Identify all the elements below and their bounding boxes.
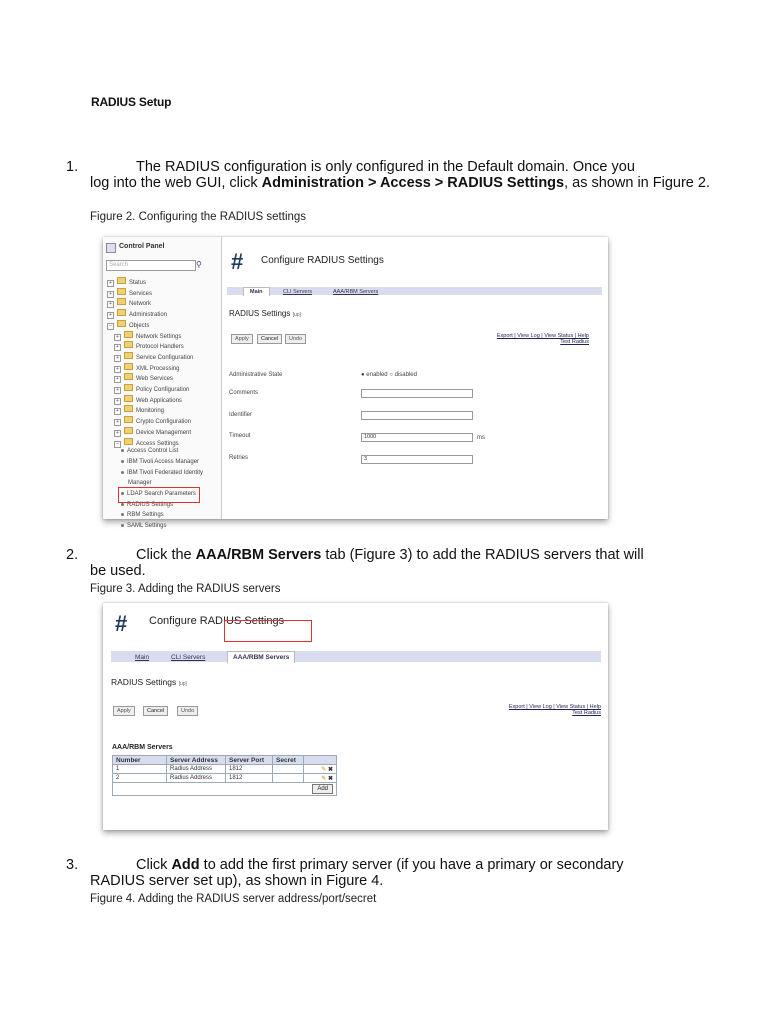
expand-icon[interactable]: − — [114, 441, 121, 448]
expand-icon[interactable]: − — [107, 323, 114, 330]
tree-item-label: Administration — [129, 312, 168, 319]
apply-button[interactable]: Apply — [113, 706, 135, 716]
cell-secret — [273, 774, 304, 783]
table-header-row — [113, 756, 337, 765]
step-text — [136, 857, 624, 873]
row-actions — [304, 774, 337, 783]
settings-title-text: RADIUS Settings — [111, 677, 177, 687]
figure-caption: Figure 3. Adding the RADIUS servers — [90, 583, 281, 595]
folder-icon — [124, 405, 133, 412]
tab-reference: AAA/RBM Servers — [195, 547, 322, 563]
bullet-icon — [121, 524, 124, 527]
bullet-icon — [121, 503, 124, 506]
control-panel-title: Control Panel — [119, 243, 165, 250]
folder-icon — [117, 298, 126, 305]
column-header: Secret — [273, 756, 304, 765]
tree-item[interactable] — [114, 395, 182, 405]
tree-item[interactable] — [128, 480, 152, 486]
tree-item[interactable] — [114, 405, 164, 415]
folder-icon — [117, 277, 126, 284]
bullet-icon — [121, 471, 124, 474]
action-links[interactable] — [471, 333, 589, 345]
folder-icon — [124, 363, 133, 370]
folder-icon — [124, 416, 133, 423]
step-text-part: log into the web GUI, click — [90, 175, 262, 191]
tree-item[interactable] — [114, 363, 179, 373]
tree-item[interactable] — [107, 309, 167, 319]
tree-item[interactable] — [114, 384, 189, 394]
control-panel-sidebar — [103, 237, 222, 530]
folder-icon — [124, 352, 133, 359]
expand-icon[interactable]: + — [114, 398, 121, 405]
tree-item-label: Monitoring — [136, 408, 165, 415]
tree-item[interactable] — [121, 448, 178, 454]
tree-item-label: Access Control List — [127, 448, 179, 455]
expand-icon[interactable]: + — [114, 376, 121, 383]
tree-item-label: Objects — [129, 322, 150, 329]
timeout-unit: ms — [477, 435, 485, 441]
identifier-input[interactable] — [361, 411, 473, 420]
tree-item[interactable] — [107, 288, 152, 298]
tree-item[interactable] — [114, 331, 181, 341]
bullet-icon — [121, 449, 124, 452]
tree-item-label: SAML Settings — [127, 523, 167, 530]
cell-number: 1 — [113, 765, 167, 774]
cell-address: Radius Address — [167, 774, 226, 783]
retries-input[interactable]: 3 — [361, 455, 473, 464]
tree-item[interactable] — [114, 373, 173, 383]
search-input[interactable]: Search — [106, 260, 196, 271]
tree-item-label: Services — [129, 290, 153, 297]
expand-icon[interactable]: + — [114, 430, 121, 437]
edit-icon[interactable]: ✎ — [321, 766, 327, 773]
step-number: 3. — [66, 857, 79, 873]
folder-icon — [124, 331, 133, 338]
undo-button[interactable]: Undo — [177, 706, 198, 716]
expand-icon[interactable]: + — [107, 312, 114, 319]
tree-item-label: LDAP Search Parameters — [127, 491, 196, 497]
document-heading: RADIUS Setup — [91, 95, 172, 109]
tab-aaa-rbm-servers[interactable]: AAA/RBM Servers — [227, 651, 295, 663]
field-label-retries: Retries — [229, 455, 249, 461]
tree-item[interactable] — [121, 459, 199, 465]
expand-icon[interactable]: + — [114, 387, 121, 394]
menu-path: Administration > Access > RADIUS Settings — [261, 175, 565, 191]
settings-tag: [up] — [292, 312, 301, 318]
field-label-admin-state: Administrative State — [229, 372, 283, 378]
tree-item-label: Service Configuration — [136, 354, 194, 361]
tree-item-label: Policy Configuration — [136, 387, 190, 393]
step-text-continued: RADIUS server set up), as shown in Figure 4. — [90, 873, 384, 889]
tree-item[interactable] — [114, 416, 191, 426]
tree-item-label: Network — [129, 301, 152, 308]
config-icon: # — [115, 611, 128, 636]
cancel-button[interactable]: Cancel — [143, 706, 168, 716]
tree-item-label: Status — [129, 280, 147, 286]
step-text-part: tab (Figure 3) to add the RADIUS servers that will — [321, 547, 644, 563]
delete-icon[interactable]: ✖ — [327, 766, 333, 773]
folder-icon — [117, 288, 126, 295]
tree-item-label: Web Services — [136, 376, 173, 383]
column-header: Server Address — [167, 756, 226, 765]
cell-address: Radius Address — [167, 765, 226, 774]
tree-item-label: Manager — [128, 480, 152, 487]
step-text: The RADIUS configuration is only configured in the Default domain. Once you — [136, 159, 635, 175]
settings-tag: [up] — [178, 681, 187, 687]
undo-button[interactable]: Undo — [285, 334, 306, 344]
expand-icon[interactable]: + — [114, 334, 121, 341]
config-icon: # — [231, 249, 244, 274]
tree-item[interactable] — [114, 352, 193, 362]
admin-state-radio[interactable]: ● enabled ○ disabled — [361, 372, 417, 378]
expand-icon[interactable]: + — [107, 291, 114, 298]
comments-input[interactable] — [361, 389, 473, 398]
tree-item-label: RADIUS Settings — [127, 501, 174, 508]
expand-icon[interactable]: + — [114, 344, 121, 351]
tree-item-label: XML Processing — [136, 365, 180, 372]
step-number: 2. — [66, 547, 79, 563]
tree-item[interactable] — [121, 470, 203, 476]
test-radius-link[interactable]: Test Radius — [560, 339, 589, 345]
field-label-identifier: Identifier — [229, 412, 253, 418]
folder-icon — [124, 373, 133, 380]
expand-icon[interactable]: + — [107, 280, 114, 287]
button-reference: Add — [171, 857, 200, 873]
expand-icon[interactable]: + — [107, 301, 114, 308]
timeout-input[interactable]: 1000 — [361, 433, 473, 442]
tree-item-label: Crypto Configuration — [136, 419, 192, 426]
edit-icon[interactable]: ✎ — [321, 775, 327, 782]
tree-item-label: Protocol Handlers — [136, 344, 184, 351]
column-header: Number — [113, 756, 167, 765]
settings-title-text: RADIUS Settings — [229, 309, 291, 318]
tree-item-label: IBM Tivoli Access Manager — [127, 458, 200, 465]
cell-secret — [273, 765, 304, 774]
figure-2-screenshot — [103, 237, 608, 530]
expand-icon[interactable]: + — [114, 408, 121, 415]
figure-caption: Figure 4. Adding the RADIUS server address/port/secret — [90, 893, 377, 905]
step-text — [136, 547, 644, 563]
main-panel — [221, 237, 608, 519]
tree-item[interactable] — [107, 277, 146, 287]
folder-icon — [124, 395, 133, 402]
tab-aaa-rbm-servers[interactable]: AAA/RBM Servers — [333, 289, 379, 295]
table-footer — [113, 783, 337, 796]
cell-port: 1812 — [226, 774, 273, 783]
tree-item[interactable] — [114, 341, 184, 351]
figure-3-screenshot — [103, 603, 608, 830]
links-line[interactable]: Export | View Log | View Status | Help — [508, 704, 601, 710]
servers-table — [112, 755, 337, 796]
tree-item-label: RBM Settings — [127, 512, 164, 519]
action-links[interactable] — [463, 704, 601, 716]
step-text-part: to add the first primary server (if you have a primary or secondary — [199, 857, 624, 873]
tree-item[interactable] — [121, 512, 164, 518]
delete-icon[interactable]: ✖ — [327, 775, 333, 782]
table-footer-row — [113, 783, 337, 796]
settings-title — [229, 309, 301, 318]
tree-item-label: IBM Tivoli Federated Identity — [127, 469, 204, 476]
tree-item[interactable] — [114, 438, 179, 448]
cancel-button[interactable]: Cancel — [257, 334, 282, 344]
tree-item-label: Device Management — [136, 429, 192, 436]
step-text-part: Click the — [136, 547, 196, 563]
apply-button[interactable]: Apply — [231, 334, 253, 344]
bullet-icon — [121, 513, 124, 516]
step-number: 1. — [66, 159, 79, 175]
bullet-icon — [121, 460, 124, 463]
cell-number: 2 — [113, 774, 167, 783]
folder-icon — [124, 384, 133, 391]
tree-item[interactable] — [121, 523, 166, 529]
field-label-timeout: Timeout — [229, 433, 251, 439]
field-label-comments: Comments — [229, 390, 259, 396]
folder-icon — [124, 341, 133, 348]
links-line[interactable]: Export | View Log | View Status | Help — [496, 333, 589, 339]
figure-caption: Figure 2. Configuring the RADIUS settings — [90, 211, 307, 223]
tab-main[interactable]: Main — [135, 654, 150, 661]
expand-icon[interactable]: + — [114, 419, 121, 426]
search-icon[interactable]: ⚲ — [196, 260, 202, 269]
step-text-continued: be used. — [90, 563, 146, 579]
tree-item[interactable] — [107, 320, 149, 330]
folder-icon — [124, 438, 133, 445]
control-panel-icon — [106, 243, 116, 253]
column-header: Server Port — [226, 756, 273, 765]
expand-icon[interactable]: + — [114, 366, 121, 373]
tree-item[interactable] — [114, 427, 191, 437]
table-row — [113, 765, 337, 774]
highlight-box — [224, 620, 312, 642]
highlight-box — [118, 487, 200, 503]
folder-icon — [124, 427, 133, 434]
step-text-continued — [90, 175, 710, 191]
tab-cli-servers[interactable]: CLI Servers — [283, 289, 313, 295]
tree-item[interactable] — [107, 298, 151, 308]
table-title: AAA/RBM Servers — [112, 744, 173, 751]
expand-icon[interactable]: + — [114, 355, 121, 362]
row-actions — [304, 765, 337, 774]
tree-item-label: Network Settings — [136, 333, 182, 340]
test-radius-link[interactable]: Test Radius — [572, 710, 601, 716]
page-title: Configure RADIUS Settings — [149, 615, 285, 627]
add-button[interactable]: Add — [312, 784, 333, 794]
cell-port: 1812 — [226, 765, 273, 774]
folder-icon — [117, 320, 126, 327]
table-row — [113, 774, 337, 783]
page-title: Configure RADIUS Settings — [261, 255, 384, 266]
tree-item-label: Web Applications — [136, 397, 182, 404]
folder-icon — [117, 309, 126, 316]
step-text-part: Click — [136, 857, 172, 873]
tree-item-label: Access Settings — [136, 440, 179, 447]
tab-main[interactable]: Main — [243, 287, 270, 296]
column-header-actions — [304, 756, 337, 765]
settings-title — [111, 677, 187, 687]
tab-cli-servers[interactable]: CLI Servers — [171, 654, 206, 661]
step-text-part: , as shown in Figure 2. — [564, 175, 710, 191]
